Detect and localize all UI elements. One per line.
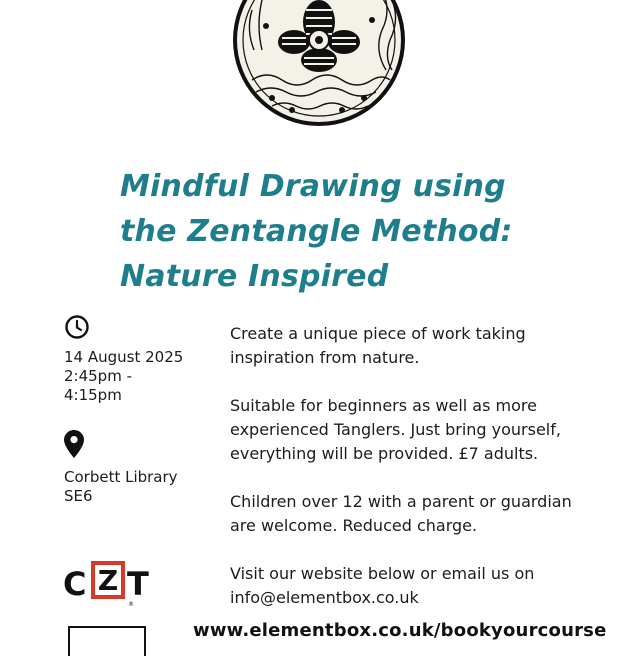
description-paragraph (230, 394, 630, 466)
description-line: Suitable for beginners as well as more (230, 396, 537, 415)
location-pin-icon (64, 430, 84, 458)
logo-letter-c: C (63, 565, 87, 603)
description-line: experienced Tanglers. Just bring yourself, (230, 420, 561, 439)
event-datetime (64, 348, 183, 405)
clock-icon (64, 314, 90, 340)
logo-letter-z: Z (91, 561, 125, 599)
location-area: SE6 (64, 487, 93, 505)
website-link[interactable]: www.elementbox.co.uk/bookyourcourse (193, 620, 607, 641)
logo-letter-t: T (127, 565, 149, 603)
zentangle-artwork (232, 0, 407, 140)
contact-email[interactable]: info@elementbox.co.uk (230, 588, 419, 607)
description-line: inspiration from nature. (230, 348, 420, 367)
registered-mark: ® (128, 601, 134, 608)
event-description (230, 322, 630, 634)
description-line: Children over 12 with a parent or guardian (230, 492, 572, 511)
description-paragraph (230, 490, 630, 538)
title-line: Mindful Drawing using (120, 169, 506, 204)
event-title (120, 164, 620, 299)
description-line: Visit our website below or email us on (230, 564, 535, 583)
event-time-end: 4:15pm (64, 386, 122, 404)
location-name: Corbett Library (64, 468, 178, 486)
description-paragraph (230, 562, 630, 610)
description-line: are welcome. Reduced charge. (230, 516, 478, 535)
logo-frame (68, 626, 146, 656)
event-location (64, 468, 178, 506)
description-line: everything will be provided. £7 adults. (230, 444, 539, 463)
event-date: 14 August 2025 (64, 348, 184, 366)
czt-logo (63, 563, 163, 607)
event-time-start: 2:45pm - (64, 367, 132, 385)
description-line: Create a unique piece of work taking (230, 324, 526, 343)
title-line: the Zentangle Method: (120, 214, 513, 249)
title-line: Nature Inspired (120, 259, 389, 294)
description-paragraph (230, 322, 630, 370)
